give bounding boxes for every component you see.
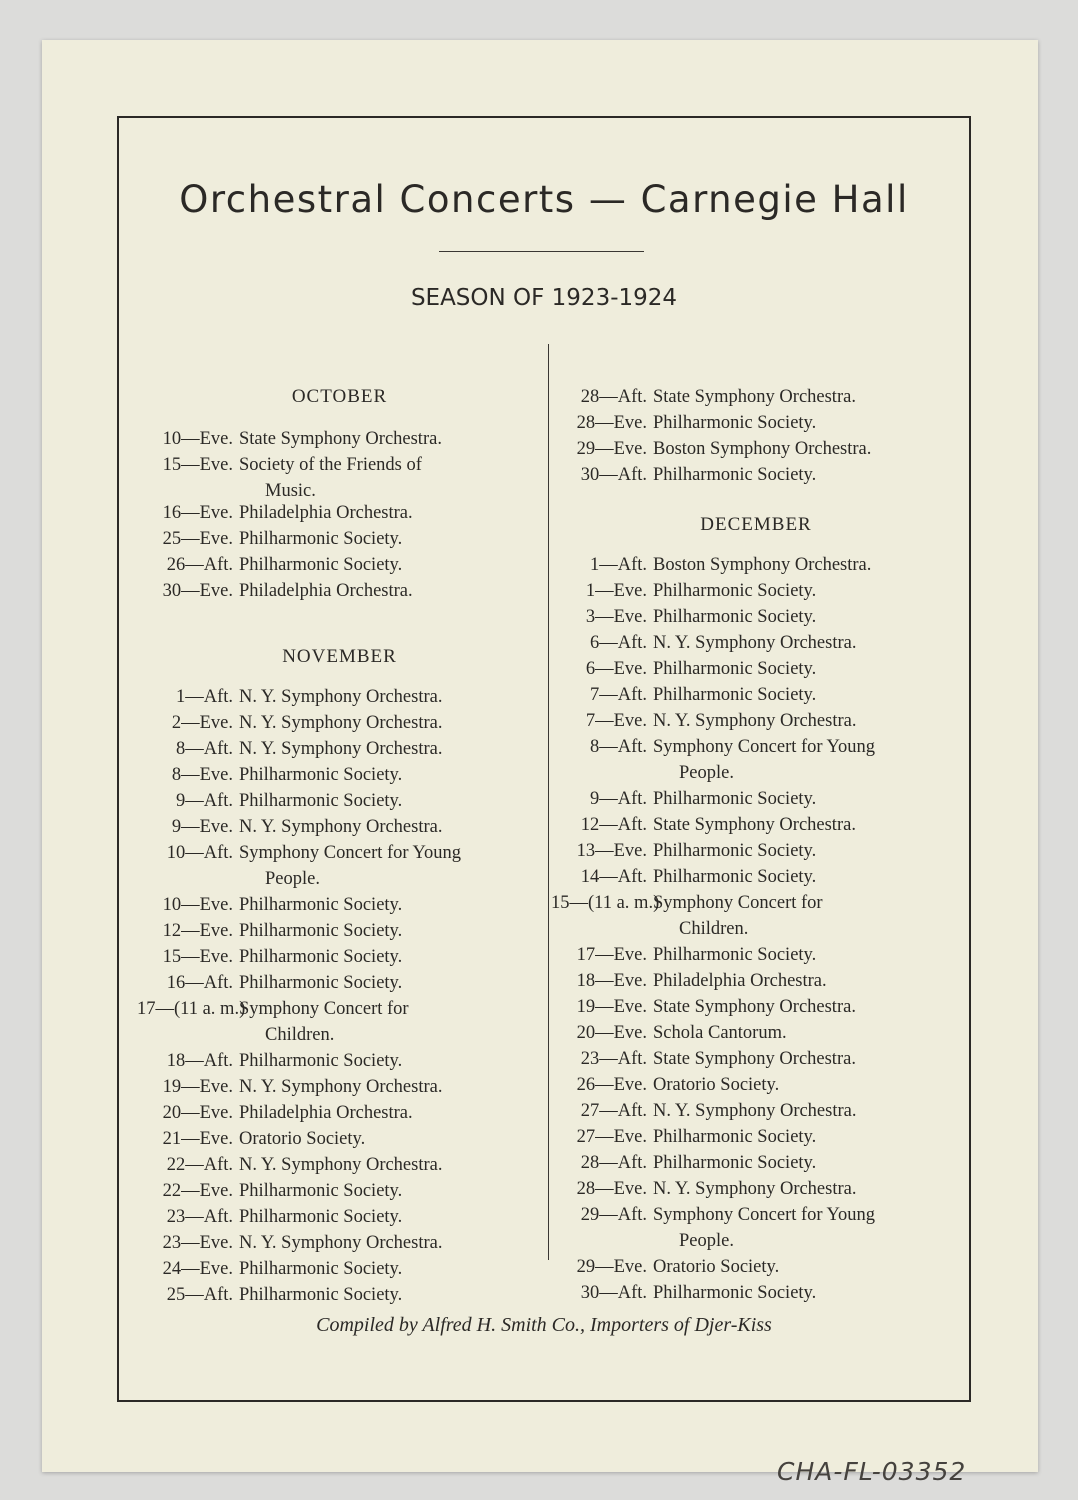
entry-event-text: Philharmonic Society. <box>653 1127 817 1147</box>
entry-date: 27—Eve. <box>576 1127 647 1147</box>
entry-date: 25—Aft. <box>166 1285 233 1305</box>
entry-event-text: Philharmonic Society. <box>653 945 817 965</box>
entry-date: 6—Eve. <box>585 659 647 679</box>
entry-event-text: Symphony Concert for Young <box>653 737 876 757</box>
entry-event-continuation: Music. <box>265 481 316 501</box>
entry-event-text: Symphony Concert for Young <box>239 843 462 863</box>
entry-event-continuation: People. <box>679 763 734 783</box>
entry-event <box>653 1020 957 1046</box>
season-heading: SEASON OF 1923-1924 <box>410 285 678 311</box>
entry-date: 26—Aft. <box>166 555 233 575</box>
entry-event-text: State Symphony Orchestra. <box>653 1049 856 1069</box>
entry-event-text: Philharmonic Society. <box>653 789 817 809</box>
entry-date: 21—Eve. <box>162 1129 233 1149</box>
entry-date: 12—Aft. <box>580 815 647 835</box>
entry-date: 15—(11 a. m.) <box>551 893 660 913</box>
entry-date: 30—Aft. <box>580 465 647 485</box>
entry-event-text: N. Y. Symphony Orchestra. <box>653 1101 857 1121</box>
entry-date: 15—Eve. <box>162 947 233 967</box>
entry-event <box>653 552 957 578</box>
entry-date: 2—Eve. <box>171 713 233 733</box>
entry-date: 15—Eve. <box>162 455 233 475</box>
entry-event <box>239 944 538 970</box>
entry-date: 8—Aft. <box>589 737 647 757</box>
entry-date: 28—Aft. <box>580 387 647 407</box>
entry-event-continuation: Children. <box>265 1025 335 1045</box>
entry-event-text: Philharmonic Society. <box>653 867 817 887</box>
entry-event-text: Philadelphia Orchestra. <box>239 1103 413 1123</box>
entry-event-text: Oratorio Society. <box>653 1075 780 1095</box>
entry-event-continuation: People. <box>265 869 320 889</box>
entry-event-text: N. Y. Symphony Orchestra. <box>239 1233 443 1253</box>
entry-event-text: Philharmonic Society. <box>653 581 817 601</box>
entry-event-text: Philharmonic Society. <box>239 1259 403 1279</box>
entry-date: 29—Aft. <box>580 1205 647 1225</box>
border-frame <box>117 116 971 1402</box>
catalog-number: CHA-FL-03352 <box>777 1457 967 1486</box>
entry-date: 9—Eve. <box>171 817 233 837</box>
entry-date: 16—Eve. <box>162 503 233 523</box>
entry-date: 8—Eve. <box>171 765 233 785</box>
entry-event <box>653 942 957 968</box>
entry-event-text: N. Y. Symphony Orchestra. <box>239 1155 443 1175</box>
entry-event-text: Philharmonic Society. <box>653 659 817 679</box>
entry-event-text: Schola Cantorum. <box>653 1023 787 1043</box>
entry-event-text: Philharmonic Society. <box>239 921 403 941</box>
entry-event <box>653 1254 957 1280</box>
entry-event-text: Boston Symphony Orchestra. <box>653 439 872 459</box>
entry-event-text: Philharmonic Society. <box>239 529 403 549</box>
entry-event <box>653 410 957 436</box>
entry-event <box>239 736 538 762</box>
entry-event-text: Philadelphia Orchestra. <box>239 581 413 601</box>
entry-date: 3—Eve. <box>585 607 647 627</box>
entry-event-text: N. Y. Symphony Orchestra. <box>239 817 443 837</box>
entry-event <box>653 890 957 942</box>
entry-date: 22—Eve. <box>162 1181 233 1201</box>
entry-date: 1—Eve. <box>585 581 647 601</box>
entry-date: 28—Aft. <box>580 1153 647 1173</box>
entry-date: 16—Aft. <box>166 973 233 993</box>
entry-date: 9—Aft. <box>589 789 647 809</box>
entry-event <box>653 436 957 462</box>
entry-event-text: Boston Symphony Orchestra. <box>653 555 872 575</box>
month-heading-december: DECEMBER <box>700 514 812 535</box>
entry-date: 10—Aft. <box>166 843 233 863</box>
entry-date: 20—Eve. <box>162 1103 233 1123</box>
entry-date: 7—Eve. <box>585 711 647 731</box>
entry-event-text: Philharmonic Society. <box>653 607 817 627</box>
entry-event-text: Philharmonic Society. <box>653 413 817 433</box>
entry-event-text: Symphony Concert for Young <box>653 1205 876 1225</box>
entry-event <box>239 710 538 736</box>
entry-event <box>653 1072 957 1098</box>
entry-date: 22—Aft. <box>166 1155 233 1175</box>
entry-event <box>653 604 957 630</box>
entry-event-text: State Symphony Orchestra. <box>653 997 856 1017</box>
entry-event <box>239 1256 538 1282</box>
entry-event <box>653 968 957 994</box>
entry-date: 29—Eve. <box>576 1257 647 1277</box>
entry-event-text: Philharmonic Society. <box>239 791 403 811</box>
entry-event-text: Philharmonic Society. <box>653 685 817 705</box>
entry-event <box>239 892 538 918</box>
entry-event-text: State Symphony Orchestra. <box>653 387 856 407</box>
entry-event-text: Philharmonic Society. <box>239 765 403 785</box>
entry-event <box>653 630 957 656</box>
entry-event <box>653 1046 957 1072</box>
entry-date: 28—Eve. <box>576 1179 647 1199</box>
entry-event <box>239 1048 538 1074</box>
left-column <box>137 118 542 1400</box>
entry-event <box>653 864 957 890</box>
entry-event-text: Philadelphia Orchestra. <box>239 503 413 523</box>
entry-event-continuation: Children. <box>679 919 749 939</box>
entry-event-text: Symphony Concert for <box>239 999 409 1019</box>
entry-event <box>239 684 538 710</box>
entry-date: 1—Aft. <box>589 555 647 575</box>
entry-event <box>239 788 538 814</box>
entry-event-text: Philharmonic Society. <box>239 1181 403 1201</box>
entry-event-text: N. Y. Symphony Orchestra. <box>239 1077 443 1097</box>
entry-event <box>239 1074 538 1100</box>
entry-event-text: Philharmonic Society. <box>653 841 817 861</box>
program-sheet <box>42 40 1038 1486</box>
entry-event-text: Oratorio Society. <box>239 1129 366 1149</box>
entry-date: 18—Aft. <box>166 1051 233 1071</box>
entry-date: 18—Eve. <box>576 971 647 991</box>
entry-event-text: N. Y. Symphony Orchestra. <box>653 1179 857 1199</box>
entry-event <box>239 1152 538 1178</box>
entry-event-text: Society of the Friends of <box>239 455 422 475</box>
entry-event <box>239 1282 538 1308</box>
entry-event <box>239 452 538 504</box>
entry-event-text: State Symphony Orchestra. <box>653 815 856 835</box>
entry-date: 24—Eve. <box>162 1259 233 1279</box>
entry-event <box>653 1098 957 1124</box>
entry-event-text: Philharmonic Society. <box>653 1153 817 1173</box>
entry-date: 23—Eve. <box>162 1233 233 1253</box>
entry-event <box>653 1124 957 1150</box>
entry-date: 23—Aft. <box>580 1049 647 1069</box>
entry-event <box>239 996 538 1048</box>
entry-event-text: Philharmonic Society. <box>653 465 817 485</box>
page-title: Orchestral Concerts — Carnegie Hall <box>179 178 909 221</box>
entry-date: 29—Eve. <box>576 439 647 459</box>
entry-event-text: N. Y. Symphony Orchestra. <box>653 633 857 653</box>
entry-event-text: Philharmonic Society. <box>653 1283 817 1303</box>
entry-date: 23—Aft. <box>166 1207 233 1227</box>
entry-event <box>653 734 957 786</box>
entry-event <box>239 526 538 552</box>
entry-event <box>653 994 957 1020</box>
entry-event <box>239 814 538 840</box>
entry-event-text: Philharmonic Society. <box>239 973 403 993</box>
entry-event-text: State Symphony Orchestra. <box>239 429 442 449</box>
entry-date: 6—Aft. <box>589 633 647 653</box>
entry-event-continuation: People. <box>679 1231 734 1251</box>
entry-event-text: Oratorio Society. <box>653 1257 780 1277</box>
entry-event <box>239 918 538 944</box>
entry-event <box>239 1126 538 1152</box>
entry-event <box>239 426 538 452</box>
entry-event-text: Philadelphia Orchestra. <box>653 971 827 991</box>
compiled-by-note: Compiled by Alfred H. Smith Co., Importers of Djer-Kiss <box>316 1314 772 1336</box>
entry-date: 28—Eve. <box>576 413 647 433</box>
entry-event <box>239 970 538 996</box>
entry-date: 10—Eve. <box>162 895 233 915</box>
entry-date: 26—Eve. <box>576 1075 647 1095</box>
entry-event-text: Philharmonic Society. <box>239 947 403 967</box>
entry-event <box>653 682 957 708</box>
entry-event <box>653 708 957 734</box>
entry-event <box>653 786 957 812</box>
entry-event <box>239 500 538 526</box>
entry-date: 7—Aft. <box>589 685 647 705</box>
entry-date: 1—Aft. <box>175 687 233 707</box>
entry-event-text: Symphony Concert for <box>653 893 823 913</box>
entry-date: 17—Eve. <box>576 945 647 965</box>
entry-event <box>653 812 957 838</box>
right-column <box>551 118 961 1400</box>
entry-event <box>239 762 538 788</box>
entry-event <box>653 578 957 604</box>
entry-date: 13—Eve. <box>576 841 647 861</box>
entry-date: 9—Aft. <box>175 791 233 811</box>
column-divider <box>548 344 549 1260</box>
entry-event-text: N. Y. Symphony Orchestra. <box>653 711 857 731</box>
entry-event <box>653 1176 957 1202</box>
month-heading-november: NOVEMBER <box>282 646 397 667</box>
entry-event <box>239 840 538 892</box>
entry-event <box>239 552 538 578</box>
entry-event <box>239 1178 538 1204</box>
entry-event <box>239 1204 538 1230</box>
entry-date: 25—Eve. <box>162 529 233 549</box>
entry-event-text: Philharmonic Society. <box>239 1051 403 1071</box>
month-heading-october: OCTOBER <box>291 386 388 407</box>
entry-date: 19—Eve. <box>162 1077 233 1097</box>
entry-date: 8—Aft. <box>175 739 233 759</box>
entry-date: 19—Eve. <box>576 997 647 1017</box>
entry-event <box>239 1230 538 1256</box>
entry-date: 30—Eve. <box>162 581 233 601</box>
entry-event-text: Philharmonic Society. <box>239 895 403 915</box>
entry-date: 17—(11 a. m.) <box>137 999 246 1019</box>
entry-date: 12—Eve. <box>162 921 233 941</box>
entry-event <box>653 656 957 682</box>
entry-event-text: Philharmonic Society. <box>239 1207 403 1227</box>
entry-event-text: Philharmonic Society. <box>239 555 403 575</box>
entry-event <box>239 578 538 604</box>
entry-event <box>653 384 957 410</box>
entry-date: 10—Eve. <box>162 429 233 449</box>
entry-date: 14—Aft. <box>580 867 647 887</box>
entry-event <box>653 1150 957 1176</box>
entry-event <box>653 462 957 488</box>
entry-event-text: N. Y. Symphony Orchestra. <box>239 713 443 733</box>
entry-date: 20—Eve. <box>576 1023 647 1043</box>
entry-date: 27—Aft. <box>580 1101 647 1121</box>
entry-event <box>653 1280 957 1306</box>
entry-event-text: N. Y. Symphony Orchestra. <box>239 687 443 707</box>
entry-event <box>239 1100 538 1126</box>
entry-event <box>653 1202 957 1254</box>
entry-event <box>653 838 957 864</box>
entry-date: 30—Aft. <box>580 1283 647 1303</box>
entry-event-text: Philharmonic Society. <box>239 1285 403 1305</box>
entry-event-text: N. Y. Symphony Orchestra. <box>239 739 443 759</box>
